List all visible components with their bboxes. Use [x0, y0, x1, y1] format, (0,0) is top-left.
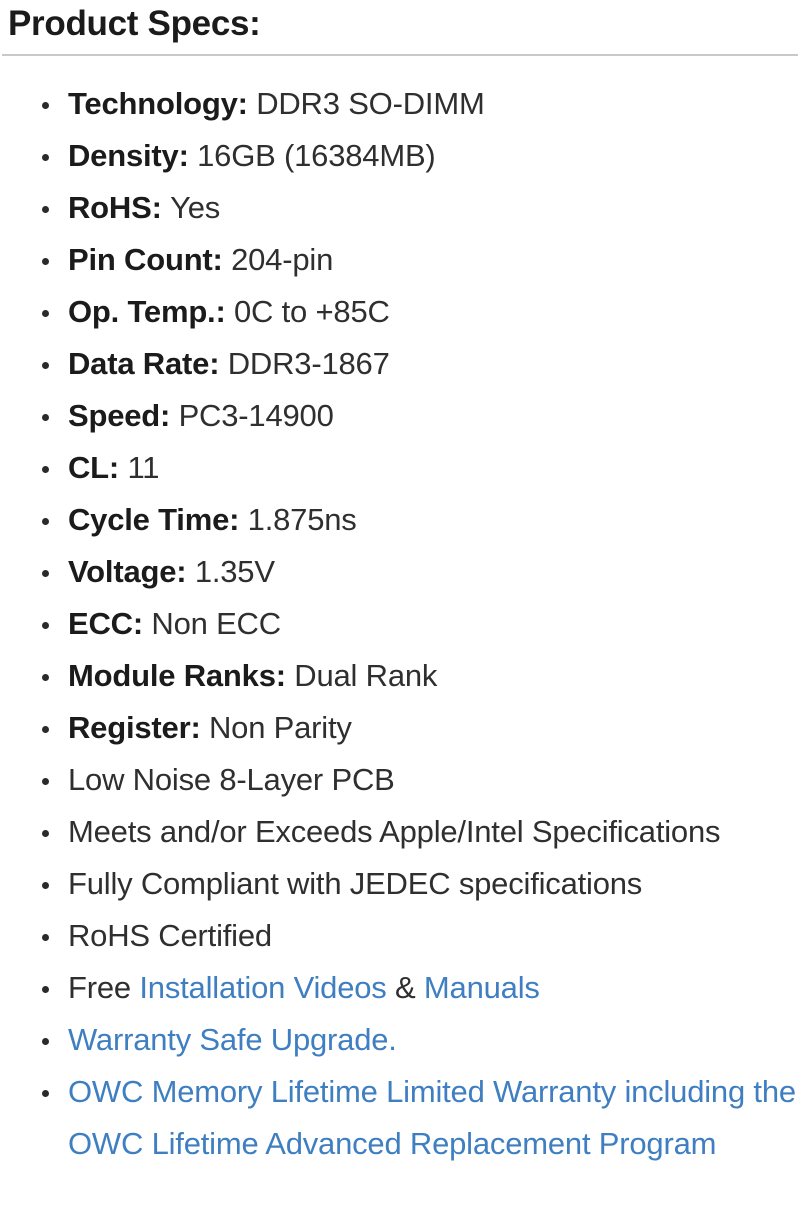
- spec-value: Dual Rank: [294, 658, 438, 693]
- bullet-icon: [42, 674, 49, 681]
- spec-value: 11: [127, 450, 160, 485]
- list-item: [0, 702, 800, 754]
- spec-label: Voltage:: [68, 554, 195, 589]
- list-item: [0, 494, 800, 546]
- list-item: [0, 858, 800, 910]
- bullet-icon: [42, 206, 49, 213]
- bullet-icon: [42, 310, 49, 317]
- list-item: [0, 390, 800, 442]
- list-item: [0, 962, 800, 1014]
- list-item: [0, 78, 800, 130]
- list-item: [0, 806, 800, 858]
- free-prefix: Free: [68, 970, 140, 1005]
- spec-value: DDR3-1867: [227, 346, 390, 381]
- list-item: [0, 910, 800, 962]
- spec-label: Speed:: [68, 398, 179, 433]
- feature-text: Fully Compliant with JEDEC specifications: [68, 866, 643, 901]
- owc-warranty-link[interactable]: OWC Memory Lifetime Limited Warranty including the OWC Lifetime Advanced Replacement Program: [68, 1074, 796, 1161]
- bullet-icon: [42, 414, 49, 421]
- manuals-link[interactable]: Manuals: [423, 970, 540, 1005]
- bullet-icon: [42, 778, 49, 785]
- bullet-icon: [42, 726, 49, 733]
- list-item: [0, 754, 800, 806]
- list-item: [0, 442, 800, 494]
- bullet-icon: [42, 362, 49, 369]
- bullet-icon: [42, 1038, 49, 1045]
- spec-label: Density:: [68, 138, 198, 173]
- list-item: [0, 130, 800, 182]
- bullet-icon: [42, 986, 49, 993]
- list-item: [0, 1066, 800, 1170]
- spec-value: 1.875ns: [247, 502, 357, 537]
- spec-label: Cycle Time:: [68, 502, 248, 537]
- free-separator: &: [386, 970, 424, 1005]
- feature-text: Meets and/or Exceeds Apple/Intel Specifications: [68, 814, 721, 849]
- list-item: [0, 338, 800, 390]
- warranty-safe-upgrade-link[interactable]: Warranty Safe Upgrade.: [68, 1022, 397, 1057]
- feature-text: RoHS Certified: [68, 918, 272, 953]
- installation-videos-link[interactable]: Installation Videos: [139, 970, 387, 1005]
- list-item: [0, 286, 800, 338]
- bullet-icon: [42, 258, 49, 265]
- spec-value: 204-pin: [231, 242, 334, 277]
- bullet-icon: [42, 466, 49, 473]
- spec-value: 16GB (16384MB): [197, 138, 436, 173]
- list-item: [0, 650, 800, 702]
- bullet-icon: [42, 154, 49, 161]
- spec-value: DDR3 SO-DIMM: [256, 86, 485, 121]
- list-item: [0, 182, 800, 234]
- spec-label: Technology:: [68, 86, 257, 121]
- spec-label: Op. Temp.:: [68, 294, 234, 329]
- spec-value: Non Parity: [208, 710, 352, 745]
- spec-label: Register:: [68, 710, 209, 745]
- spec-label: CL:: [68, 450, 128, 485]
- spec-label: Pin Count:: [68, 242, 232, 277]
- spec-value: 1.35V: [194, 554, 275, 589]
- list-item: [0, 546, 800, 598]
- spec-label: ECC:: [68, 606, 152, 641]
- spec-value: Yes: [170, 190, 221, 225]
- bullet-icon: [42, 622, 49, 629]
- spec-list: [0, 56, 800, 1170]
- list-item: [0, 1014, 800, 1066]
- spec-label: Module Ranks:: [68, 658, 295, 693]
- spec-label: Data Rate:: [68, 346, 228, 381]
- page-title: Product Specs:: [8, 4, 261, 43]
- bullet-icon: [42, 102, 49, 109]
- bullet-icon: [42, 518, 49, 525]
- list-item: [0, 234, 800, 286]
- spec-value: PC3-14900: [178, 398, 334, 433]
- spec-label: RoHS:: [68, 190, 171, 225]
- spec-value: 0C to +85C: [234, 294, 390, 329]
- bullet-icon: [42, 1090, 49, 1097]
- list-item: [0, 598, 800, 650]
- bullet-icon: [42, 570, 49, 577]
- bullet-icon: [42, 934, 49, 941]
- bullet-icon: [42, 882, 49, 889]
- spec-value: Non ECC: [151, 606, 281, 641]
- feature-text: Low Noise 8-Layer PCB: [68, 762, 395, 797]
- bullet-icon: [42, 830, 49, 837]
